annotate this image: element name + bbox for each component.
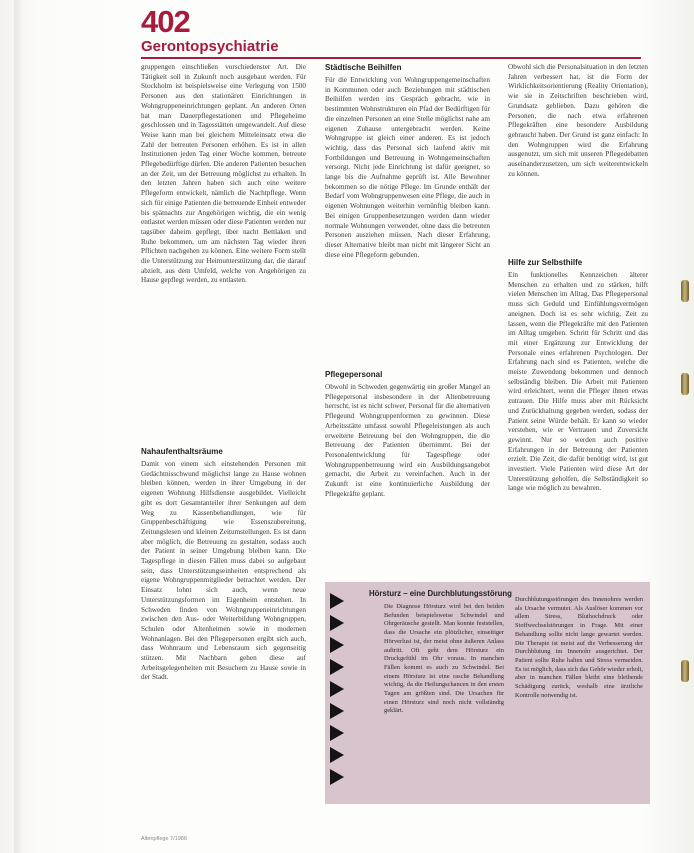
binder-clip-icon: [681, 660, 689, 682]
paragraph: Für die Entwicklung von Wohngruppengemeinschaften in Kommunen oder auch Beziehungen mit städtischen Beihilfen werden ins Gespräch gebracht, wie in bestimmten Wohnstrukturen ein Pfad der Bedürftigen für die einzelnen Personen an eine Stelle möglichst nahe am eigenen Zuhause untergebracht werden. Keine Wohngruppe ist gleich einer anderen. Es ist jedoch wichtig, dass das Personal sich laufend aktiv mit Fortbildungen und Betreuung in Wohngemeinschaften versorgt. Nicht jede Einrichtung ist dafür geeignet, so lange bis die Aufnahme geprüft ist. Alle Bewohner bekommen so die nötige Pflege. Im Grunde enthält der Bedarf vom Wohngruppenwesen eine Pflege, die auch in eigenen Wohnungen weiterhin vernünftig bleiben kann. Bei einigen Gruppenbesetzungen werden dann wieder normale Wohnungen verwendet, ohne dass die betreuten Personen ausziehen müssen. Nach dieser Erfahrung, dieser Alternative bleibt man nicht mit längerer Sicht an diese eine Pflegeform gebunden.: [325, 76, 490, 259]
triangle-marker-icon: [330, 725, 344, 741]
triangle-marker-icon: [330, 769, 344, 785]
column-3-intro: [508, 63, 648, 179]
triangle-marker-icon: [330, 659, 344, 675]
section-heading: Hilfe zur Selbsthilfe: [508, 258, 583, 267]
triangle-marker-icon: [330, 637, 344, 653]
section-heading: Nahaufenthaltsräume: [141, 447, 223, 456]
paragraph: Damit von einem sich einstehenden Personen mit Gedächtnisschwund möglichst lange zu Hause wohnen bleiben können, werden in ihrer Umgebung in der eigenen Wohnung Hilfsdienste ausgebildet. Vielleicht gibt es dort Gesamtanteiler ihrer Senkungen auf dem Weg zu Kassenbehandlungen, wie für Gruppenbeschäftigung wie Essenszubereitung, Zeitungslesen und kleinen Zeitumstellungen. Es ist dann aber möglich, die Betreuung zu gestalten, sodass auch der Patient in seiner Umgebung bleiben kann. Die Tagespflege in diesen Fällen muss dabei so aufgebaut sein, dass Unterstützungseinheiten entsprechend als eigene Wohngruppenmitglieder betrachtet werden. Der Einsatz lohnt sich auch, wenn neue Unterstützungsformen im Eigenheim entstehen. In Schweden finden von Wohngruppeneinrichtungen zwischen den Aus- oder Weiterbildung Wohngruppen, Schulen oder Altenheimen sowie in modernen Wohnanlagen. Bei den Pflegepersonen ergibt sich auch, dass Wohnraum und Lebensraum sich gegenseitig stützen. Mit Nachbarn gehen diese auf Arbeitsgelegenheiten mit Besuchern zu Hause sowie in der Stadt.: [141, 460, 306, 682]
triangle-marker-icon: [330, 747, 344, 763]
box-title: Hörsturz – eine Durchblutungsstörung: [369, 589, 512, 598]
binder-clip-icon: [681, 280, 689, 302]
triangle-marker-icon: [330, 681, 344, 697]
page-number: 402: [141, 4, 190, 39]
box-triangle-markers: [330, 593, 360, 793]
header-rule: [141, 57, 641, 59]
triangle-marker-icon: [330, 703, 344, 719]
paragraph: Obwohl in Schweden gegenwärtig ein großer Mangel an Pflegepersonal insbesondere in der Altenbetreuung herrscht, ist es nicht schwer, Personal für die alternativen Pflegeund Wohngruppenformen zu gewinnen. Diese Arbeitsstätte umfasst sowohl Pflegeleistungen als auch erweiterte Betreuung bei den Wohngruppen, die die Betreuung der Patienten übernimmt. Bei der Personalentwicklung für Tagespflege oder Wohngruppenbetreuung wird ein Ausbildungsangebot gemacht, die Arbeit zu vereinfachen. Auch in der Zukunft ist eine kontinuierliche Ausbildung der Pflegekräfte geplant.: [325, 383, 490, 498]
page-binding-edge: [14, 0, 22, 853]
paragraph: gruppengen einschließen vorschiedenster Art. Die Tätigkeit soll in Zukunft noch ausgebaut werden. Für Stockholm ist beispielsweise eine Verlegung von 1500 Personen aus den stationären Einrichtungen in Wohngruppeneinrichtungen geplant. An anderen Orten hat man Dauerpflegestationen und Pflegeheime geschlossen und in Tagesstätten umgewandelt. Auf diese Weise kann man bei gleichem Mitteleinsatz etwa die Zahl der betreuten Personen erhöhen. Es ist in allen Institutionen jeden Tag einer Woche kommen, betreute Pflegebedürftige dürfen. Die anderen Patienten besuchen an der Zeit, um der Betreuung möglichst zu erhalten. In den letzten Jahren haben sich auch eine weitere Pflegeform entwickelt, nämlich die Nachtpflege. Wenn sich für einige Patienten die betreuende Einheit entweder bis spätnachts zur Angehörigen wichtig, die ein wenig entlastet werden müssen oder diese Patienten werden nur tagsüber daheim gepflegt, über nacht Bettlaken und Ruhe bekommen, um am nächsten Tag wieder ihren Pflichten nachgehen zu können. Eine weitere Form stellt die Unterstützung zur Heimunterstützung dar, die darauf abzielt, aus dem Umfeld, welche von Angehörigen zu Hause gepflegt werden, zu entlasten.: [141, 63, 306, 285]
box-column-2: Durchblutungsstörungen des Innenohres werden als Ursache vermutet. Als Auslöser kommen vor allem Stress, Bluthochdruck oder Stoffwechselstörungen in Frage. Mit einer Behandlung sollte nicht lange gewartet werden. Die Therapie ist meist auf die Verbesserung der Durchblutung im Innenohr ausgerichtet. Der Patient sollte Ruhe halten und Stress vermeiden. Es ist möglich, dass sich das Gehör wieder erholt, aber in manchen Fällen bleibt eine bleibende Schädigung zurück, weshalb eine ärztliche Kontrolle notwendig ist.: [515, 596, 643, 699]
section-nahaufenthaltsraeume: [141, 447, 306, 683]
section-hilfe-zur-selbsthilfe: [508, 258, 648, 494]
section-heading: Pflegepersonal: [325, 370, 383, 379]
section-pflegepersonal: [325, 370, 490, 499]
box-column-1: Die Diagnose Hörsturz wird bei den beiden Befunden beispielsweise Schwindel und Ohrgeräusche gestellt. Man konnte feststellen, dass die Ursache ein plötzlicher, einseitiger Hörverlust ist, der meist ohne äußeren Anlass auftritt. Oft geht dem Hörsturz ein Druckgefühl im Ohr voraus. In manchen Fällen kommt es auch zu Schwindel. Bei einem Hörsturz ist eine rasche Behandlung wichtig, da die Heilungschancen in den ersten Tagen am größten sind. Die Ursachen für einen Hörsturz sind noch nicht vollständig geklärt.: [384, 603, 504, 715]
paragraph: Ein funktionelles Kennzeichen älterer Menschen zu erhalten und zu stärken, hilft vielen Menschen im Alltag. Das Pflegepersonal muss sich Geduld und Einfühlungsvermögen aneignen. Doch ist es sehr wichtig, Zeit zu lassen, wenn die Pflegekräfte mit den Patienten im Alltag umgehen. Schritt für Schritt und das mit einer Ergänzung zur Entwicklung der Personale eines erfahrenen Psychologen. Der Erfahrung nach sind es Patienten, welche die meiste Zuwendung bekommen und dennoch selbständig bleiben. Die Arbeit mit Patienten wird erleichtert, wenn die Pfleger ihnen etwas zutrauen. Die Hilfe muss aber mit Rücksicht und Zurückhaltung gegeben werden, sodass der Patient seine Würde behält. Er kann so wieder verstehen, wie er Vertrauen und Zuversicht gewinnt. Nur so werden auch positive Erfahrungen in der Betreuung der Patienten erzielt. Die Zeit, die dafür benötigt wird, ist gut investiert. Viele Patienten wird diese Art der Unterstützung geholfen, die Selbständigkeit so lange wie möglich zu bewahren.: [508, 271, 648, 493]
page-footer: Altenpflege 7/1986: [141, 836, 187, 842]
chapter-title: Gerontopsychiatrie: [141, 38, 279, 55]
column-1-intro: [141, 63, 306, 286]
binder-clip-icon: [681, 373, 689, 395]
section-staedtische-beihilfen: [325, 63, 490, 260]
triangle-marker-icon: [330, 615, 344, 631]
section-heading: Städtische Beihilfen: [325, 63, 402, 72]
triangle-marker-icon: [330, 593, 344, 609]
paragraph: Obwohl sich die Personalsituation in den letzten Jahren verbessert hat, ist die Form der Wirklichkeitsorientierung (Reality Orientation), wie sie in Zeitschriften beschrieben wird, Grundsatz geblieben. Dazu gehören die Personen, die nach etwa erfahrenen Pflegekräften eine besondere Ausbildung gebraucht haben. Der Grund ist ganz einfach: In den Wohngruppen wird die Erfahrung ausgenutzt, um sich mit unseren Pflegedebatten auseinanderzusetzen, um sich weiterentwickeln zu können.: [508, 63, 648, 178]
